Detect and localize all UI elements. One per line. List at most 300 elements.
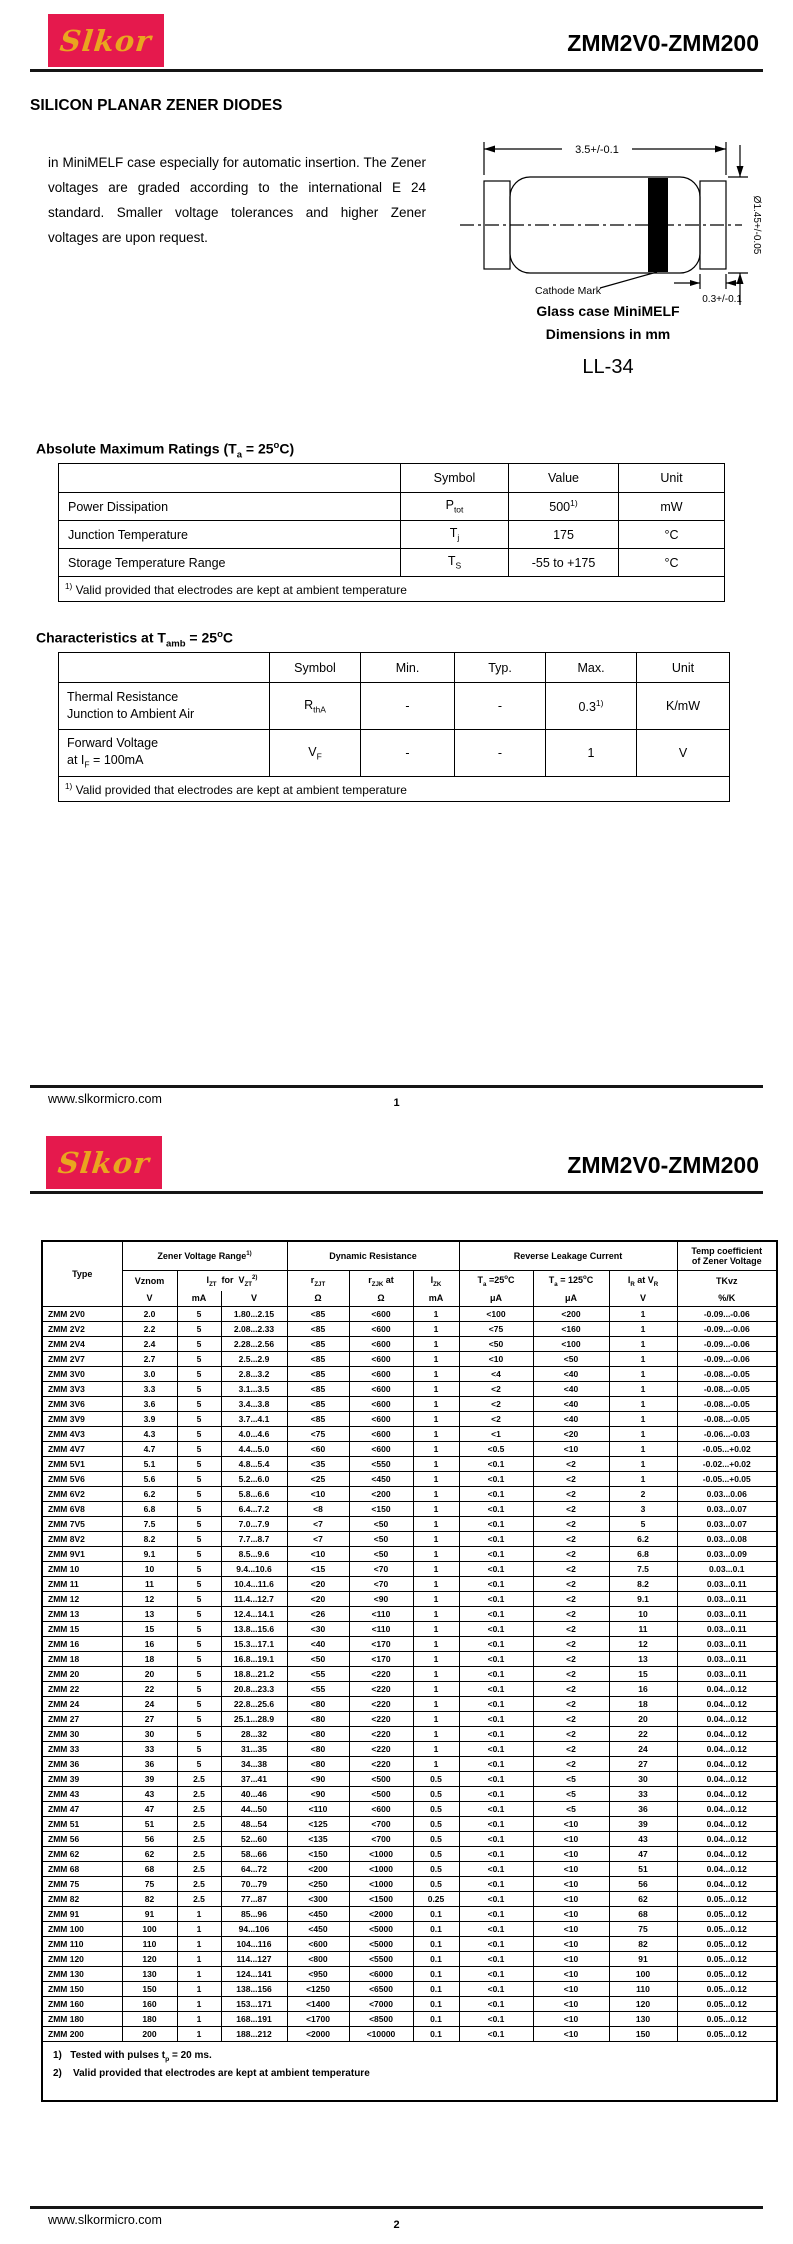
value-cell: -0.08...-0.05 — [677, 1412, 777, 1427]
cathode-band — [648, 178, 668, 272]
value-cell: <50 — [287, 1652, 349, 1667]
value-cell: <600 — [349, 1442, 413, 1457]
value-cell: <10 — [533, 1862, 609, 1877]
type-cell: ZMM 180 — [42, 2012, 122, 2027]
value-cell: 1 — [413, 1607, 459, 1622]
value-cell: 91 — [122, 1907, 177, 1922]
value-cell: 13.8...15.6 — [221, 1622, 287, 1637]
zener-table-row — [42, 1922, 777, 1937]
value-cell: 114...127 — [221, 1952, 287, 1967]
value-cell: 0.05...0.12 — [677, 1997, 777, 2012]
value-cell: <10 — [533, 2012, 609, 2027]
value-cell: 5.6 — [122, 1472, 177, 1487]
value-cell: 0.5 — [413, 1787, 459, 1802]
value-cell: 0.05...0.12 — [677, 1937, 777, 1952]
value-cell: <600 — [349, 1412, 413, 1427]
value-cell: 62 — [609, 1892, 677, 1907]
value-cell: <60 — [287, 1442, 349, 1457]
value-cell: <2 — [533, 1592, 609, 1607]
value-cell: <110 — [349, 1607, 413, 1622]
type-cell: ZMM 160 — [42, 1997, 122, 2012]
value-cell: <8 — [287, 1502, 349, 1517]
value-cell: <10 — [459, 1352, 533, 1367]
value-cell: <0.1 — [459, 1697, 533, 1712]
header-vznom: Vznom — [122, 1271, 177, 1292]
value-cell: 3.9 — [122, 1412, 177, 1427]
value-cell: 20 — [122, 1667, 177, 1682]
value-cell: 100 — [609, 1967, 677, 1982]
value-cell: <1500 — [349, 1892, 413, 1907]
value-cell: <40 — [533, 1367, 609, 1382]
value-cell: <1400 — [287, 1997, 349, 2012]
header-reverse-leakage-current: Reverse Leakage Current — [459, 1241, 677, 1271]
value-cell: <500 — [349, 1787, 413, 1802]
zener-table-row — [42, 1652, 777, 1667]
footer-url-page2: www.slkormicro.com — [48, 2213, 162, 2227]
type-cell: ZMM 43 — [42, 1787, 122, 1802]
value-cell: 6.4...7.2 — [221, 1502, 287, 1517]
value-cell: <40 — [533, 1397, 609, 1412]
value-cell: <35 — [287, 1457, 349, 1472]
value-cell: 5 — [177, 1382, 221, 1397]
value-cell: 0.1 — [413, 1997, 459, 2012]
characteristics-footnote: $^{1)}$ Valid provided that electrodes are kept at ambient temperature — [59, 777, 730, 802]
zener-table-row — [42, 1517, 777, 1532]
value-cell: <170 — [349, 1637, 413, 1652]
unit-izt: mA — [177, 1291, 221, 1307]
value-cell: 47 — [122, 1802, 177, 1817]
value-cell: 48...54 — [221, 1817, 287, 1832]
value-cell: 39 — [122, 1772, 177, 1787]
value-cell: <10 — [533, 1832, 609, 1847]
value-cell: 188...212 — [221, 2027, 287, 2042]
type-cell: ZMM 4V7 — [42, 1442, 122, 1457]
value-cell: 1 — [413, 1457, 459, 1472]
param-max: 0.3$^{1)}$ — [546, 683, 637, 730]
value-cell: 1 — [177, 1982, 221, 1997]
value-cell: 1 — [413, 1727, 459, 1742]
value-cell: 10.4...11.6 — [221, 1577, 287, 1592]
header-rule-page1 — [30, 69, 763, 72]
param-symbol: $P_{tot}$ — [401, 493, 509, 521]
value-cell: 1 — [177, 2012, 221, 2027]
value-cell: 2 — [609, 1487, 677, 1502]
unit-header-row — [42, 1291, 777, 1307]
value-cell: <2 — [533, 1652, 609, 1667]
value-cell: <0.1 — [459, 1547, 533, 1562]
value-cell: 0.1 — [413, 1907, 459, 1922]
value-cell: 5 — [177, 1502, 221, 1517]
unit-tkvz: %/K — [677, 1291, 777, 1307]
value-cell: 1 — [413, 1382, 459, 1397]
type-cell: ZMM 56 — [42, 1832, 122, 1847]
value-cell: 0.03...0.11 — [677, 1667, 777, 1682]
diagram-caption-line2: Dimensions in mm — [545, 326, 671, 342]
value-cell: 130 — [122, 1967, 177, 1982]
value-cell: <70 — [349, 1577, 413, 1592]
page-number-2: 2 — [393, 2219, 400, 2231]
value-cell: <50 — [349, 1517, 413, 1532]
value-cell: <950 — [287, 1967, 349, 1982]
value-cell: 5 — [177, 1682, 221, 1697]
value-cell: 5 — [177, 1637, 221, 1652]
abs-max-heading: Absolute Maximum Ratings $(T_a = 25^oC)$ — [36, 440, 295, 461]
value-cell: -0.05...+0.05 — [677, 1472, 777, 1487]
header-unit: Unit — [619, 464, 725, 493]
type-cell: ZMM 47 — [42, 1802, 122, 1817]
value-cell: 1 — [413, 1757, 459, 1772]
value-cell: 1 — [413, 1712, 459, 1727]
value-cell: 5 — [177, 1577, 221, 1592]
value-cell: 5.1 — [122, 1457, 177, 1472]
value-cell: <0.1 — [459, 1832, 533, 1847]
value-cell: 0.04...0.12 — [677, 1712, 777, 1727]
value-cell: <0.1 — [459, 1757, 533, 1772]
param-symbol: $T_S$ — [401, 549, 509, 577]
value-cell: <85 — [287, 1397, 349, 1412]
value-cell: 124...141 — [221, 1967, 287, 1982]
value-cell: 150 — [122, 1982, 177, 1997]
value-cell: 0.04...0.12 — [677, 1742, 777, 1757]
abs-max-row — [59, 549, 725, 577]
type-cell: ZMM 22 — [42, 1682, 122, 1697]
value-cell: 30 — [122, 1727, 177, 1742]
param-label: Power Dissipation — [59, 493, 401, 521]
value-cell: <200 — [287, 1862, 349, 1877]
type-cell: ZMM 68 — [42, 1862, 122, 1877]
value-cell: 5 — [177, 1397, 221, 1412]
zener-table-row — [42, 1667, 777, 1682]
param-label: Junction Temperature — [59, 521, 401, 549]
zener-table-row — [42, 1697, 777, 1712]
value-cell: <5000 — [349, 1922, 413, 1937]
zener-table-row — [42, 1832, 777, 1847]
footnote-2: 2) Valid provided that electrodes are kept at ambient temperature — [53, 2067, 370, 2079]
zener-table-row — [42, 1607, 777, 1622]
value-cell: <800 — [287, 1952, 349, 1967]
value-cell: <10 — [533, 1892, 609, 1907]
type-cell: ZMM 36 — [42, 1757, 122, 1772]
value-cell: <170 — [349, 1652, 413, 1667]
value-cell: 0.04...0.12 — [677, 1772, 777, 1787]
value-cell: 1 — [609, 1307, 677, 1322]
value-cell: 1 — [177, 1997, 221, 2012]
header-min: Min. — [361, 653, 455, 683]
value-cell: <2 — [533, 1622, 609, 1637]
header-symbol: Symbol — [270, 653, 361, 683]
param-label: Thermal Resistance Junction to Ambient Air — [59, 683, 270, 730]
type-cell: ZMM 7V5 — [42, 1517, 122, 1532]
value-cell: 3.3 — [122, 1382, 177, 1397]
value-cell: <600 — [287, 1937, 349, 1952]
package-name: LL-34 — [582, 356, 634, 378]
value-cell: 0.04...0.12 — [677, 1832, 777, 1847]
header-tkvz: TKvz — [677, 1271, 777, 1292]
value-cell: 5 — [177, 1472, 221, 1487]
value-cell: <10 — [533, 1922, 609, 1937]
value-cell: 100 — [122, 1922, 177, 1937]
value-cell: 5 — [177, 1457, 221, 1472]
value-cell: 10 — [122, 1562, 177, 1577]
value-cell: <2 — [533, 1712, 609, 1727]
zener-table-row — [42, 2027, 777, 2042]
value-cell: <40 — [533, 1412, 609, 1427]
zener-table-row — [42, 1472, 777, 1487]
value-cell: 11 — [609, 1622, 677, 1637]
cathode-mark-label: Cathode Mark — [535, 285, 601, 297]
value-cell: 12 — [609, 1637, 677, 1652]
value-cell: 82 — [609, 1937, 677, 1952]
value-cell: <0.1 — [459, 1592, 533, 1607]
type-cell: ZMM 62 — [42, 1847, 122, 1862]
abs-max-footnote: $^{1)}$ Valid provided that electrodes are kept at ambient temperature — [59, 577, 725, 602]
value-cell: <0.1 — [459, 1667, 533, 1682]
value-cell: <50 — [349, 1532, 413, 1547]
header-ta-25: $T_a =25^oC$ — [459, 1271, 533, 1292]
zener-table-row — [42, 1307, 777, 1322]
value-cell: <55 — [287, 1682, 349, 1697]
param-symbol: $R_{thA}$ — [270, 683, 361, 730]
value-cell: 0.04...0.12 — [677, 1877, 777, 1892]
value-cell: 1 — [413, 1547, 459, 1562]
header-symbol: Symbol — [401, 464, 509, 493]
value-cell: 0.05...0.12 — [677, 2027, 777, 2042]
value-cell: 104...116 — [221, 1937, 287, 1952]
value-cell: 0.05...0.12 — [677, 1907, 777, 1922]
value-cell: 0.5 — [413, 1877, 459, 1892]
value-cell: -0.09...-0.06 — [677, 1322, 777, 1337]
value-cell: 1 — [177, 1922, 221, 1937]
value-cell: <10 — [287, 1487, 349, 1502]
value-cell: 1 — [413, 1742, 459, 1757]
value-cell: <1000 — [349, 1877, 413, 1892]
value-cell: <40 — [533, 1382, 609, 1397]
value-cell: 150 — [609, 2027, 677, 2042]
type-cell: ZMM 51 — [42, 1817, 122, 1832]
sub-header-row — [42, 1271, 777, 1292]
value-cell: <80 — [287, 1757, 349, 1772]
value-cell: -0.08...-0.05 — [677, 1397, 777, 1412]
header-ta-125: $T_a = 125^oC$ — [533, 1271, 609, 1292]
value-cell: <0.1 — [459, 2012, 533, 2027]
value-cell: 5 — [177, 1592, 221, 1607]
type-cell: ZMM 5V1 — [42, 1457, 122, 1472]
zener-table-row — [42, 1937, 777, 1952]
value-cell: <2000 — [287, 2027, 349, 2042]
value-cell: 0.04...0.12 — [677, 1847, 777, 1862]
value-cell: <6500 — [349, 1982, 413, 1997]
type-cell: ZMM 2V7 — [42, 1352, 122, 1367]
value-cell: -0.08...-0.05 — [677, 1382, 777, 1397]
value-cell: 1 — [177, 1967, 221, 1982]
value-cell: <10 — [533, 2027, 609, 2042]
value-cell: 5 — [177, 1337, 221, 1352]
value-cell: <80 — [287, 1697, 349, 1712]
value-cell: <90 — [349, 1592, 413, 1607]
value-cell: <85 — [287, 1337, 349, 1352]
value-cell: 0.03...0.07 — [677, 1517, 777, 1532]
value-cell: 0.05...0.12 — [677, 1982, 777, 1997]
value-cell: 7.5 — [122, 1517, 177, 1532]
value-cell: <0.1 — [459, 1862, 533, 1877]
value-cell: <1700 — [287, 2012, 349, 2027]
value-cell: <2 — [533, 1727, 609, 1742]
value-cell: <10000 — [349, 2027, 413, 2042]
package-diagram — [452, 133, 764, 311]
value-cell: <0.1 — [459, 1502, 533, 1517]
zener-table-row — [42, 1847, 777, 1862]
value-cell: -0.05...+0.02 — [677, 1442, 777, 1457]
value-cell: 62 — [122, 1847, 177, 1862]
value-cell: 1 — [413, 1352, 459, 1367]
value-cell: 120 — [609, 1997, 677, 2012]
value-cell: 0.05...0.12 — [677, 1892, 777, 1907]
value-cell: 2.5...2.9 — [221, 1352, 287, 1367]
value-cell: 51 — [609, 1862, 677, 1877]
value-cell: 5 — [177, 1412, 221, 1427]
value-cell: <30 — [287, 1622, 349, 1637]
value-cell: <0.1 — [459, 1877, 533, 1892]
type-cell: ZMM 3V0 — [42, 1367, 122, 1382]
value-cell: 5 — [177, 1307, 221, 1322]
value-cell: 20.8...23.3 — [221, 1682, 287, 1697]
type-cell: ZMM 30 — [42, 1727, 122, 1742]
footer-rule-page1 — [30, 1085, 763, 1088]
value-cell: <1250 — [287, 1982, 349, 1997]
value-cell: <0.1 — [459, 1787, 533, 1802]
value-cell: <20 — [533, 1427, 609, 1442]
value-cell: <200 — [533, 1307, 609, 1322]
zener-table-row — [42, 1862, 777, 1877]
value-cell: <10 — [533, 1967, 609, 1982]
value-cell: <0.1 — [459, 1967, 533, 1982]
abs-max-header-row — [59, 464, 725, 493]
slkor-logo-text: Slkor — [58, 23, 154, 58]
value-cell: 36 — [122, 1757, 177, 1772]
value-cell: 68 — [122, 1862, 177, 1877]
value-cell: <50 — [533, 1352, 609, 1367]
value-cell: 110 — [609, 1982, 677, 1997]
value-cell: 0.04...0.12 — [677, 1817, 777, 1832]
value-cell: 1 — [177, 1952, 221, 1967]
value-cell: <80 — [287, 1742, 349, 1757]
header-value: Value — [509, 464, 619, 493]
value-cell: <2 — [533, 1607, 609, 1622]
value-cell: <40 — [287, 1637, 349, 1652]
value-cell: 1 — [609, 1382, 677, 1397]
value-cell: 0.04...0.12 — [677, 1862, 777, 1877]
value-cell: 1 — [609, 1457, 677, 1472]
value-cell: <2 — [533, 1697, 609, 1712]
type-cell: ZMM 5V6 — [42, 1472, 122, 1487]
diagram-caption-line1: Glass case MiniMELF — [536, 303, 680, 319]
value-cell: <20 — [287, 1577, 349, 1592]
zener-table-row — [42, 1337, 777, 1352]
value-cell: 12.4...14.1 — [221, 1607, 287, 1622]
type-cell: ZMM 15 — [42, 1622, 122, 1637]
type-cell: ZMM 91 — [42, 1907, 122, 1922]
value-cell: 0.1 — [413, 2027, 459, 2042]
value-cell: 1 — [413, 1487, 459, 1502]
value-cell: <0.1 — [459, 2027, 533, 2042]
value-cell: 3.1...3.5 — [221, 1382, 287, 1397]
zener-table-row — [42, 1712, 777, 1727]
value-cell: 1 — [177, 2027, 221, 2042]
value-cell: <2 — [459, 1382, 533, 1397]
param-label: Storage Temperature Range — [59, 549, 401, 577]
value-cell: 3.6 — [122, 1397, 177, 1412]
value-cell: 0.04...0.12 — [677, 1787, 777, 1802]
zener-selection-table — [41, 1240, 778, 2102]
value-cell: 1 — [609, 1427, 677, 1442]
value-cell: <600 — [349, 1382, 413, 1397]
value-cell: <5 — [533, 1772, 609, 1787]
type-cell: ZMM 33 — [42, 1742, 122, 1757]
value-cell: 8.2 — [122, 1532, 177, 1547]
value-cell: 16 — [122, 1637, 177, 1652]
value-cell: 1 — [413, 1367, 459, 1382]
param-unit: mW — [619, 493, 725, 521]
value-cell: <700 — [349, 1817, 413, 1832]
value-cell: <20 — [287, 1592, 349, 1607]
param-value: 500$^{1)}$ — [509, 493, 619, 521]
characteristics-table — [58, 652, 730, 802]
value-cell: 5.8...6.6 — [221, 1487, 287, 1502]
value-cell: 82 — [122, 1892, 177, 1907]
value-cell: <80 — [287, 1727, 349, 1742]
value-cell: 180 — [122, 2012, 177, 2027]
value-cell: <220 — [349, 1712, 413, 1727]
zener-table-row — [42, 1502, 777, 1517]
value-cell: 5 — [177, 1352, 221, 1367]
value-cell: 15 — [122, 1622, 177, 1637]
value-cell: 58...66 — [221, 1847, 287, 1862]
value-cell: 44...50 — [221, 1802, 287, 1817]
value-cell: 4.3 — [122, 1427, 177, 1442]
type-cell: ZMM 3V9 — [42, 1412, 122, 1427]
header-temp-coefficient: Temp coefficient of Zener Voltage — [677, 1241, 777, 1271]
value-cell: <600 — [349, 1352, 413, 1367]
value-cell: <2 — [533, 1577, 609, 1592]
header-type: Type — [42, 1241, 122, 1307]
value-cell: 18 — [609, 1697, 677, 1712]
value-cell: 0.04...0.12 — [677, 1757, 777, 1772]
type-cell: ZMM 24 — [42, 1697, 122, 1712]
zener-table-row — [42, 1637, 777, 1652]
header-blank — [59, 464, 401, 493]
value-cell: <90 — [287, 1772, 349, 1787]
value-cell: 18.8...21.2 — [221, 1667, 287, 1682]
value-cell: <100 — [459, 1307, 533, 1322]
unit-izk: mA — [413, 1291, 459, 1307]
zener-table-row — [42, 1442, 777, 1457]
param-unit: °C — [619, 521, 725, 549]
value-cell: 52...60 — [221, 1832, 287, 1847]
value-cell: <0.1 — [459, 1742, 533, 1757]
value-cell: <100 — [533, 1337, 609, 1352]
value-cell: 0.03...0.11 — [677, 1607, 777, 1622]
value-cell: 77...87 — [221, 1892, 287, 1907]
zener-table-row — [42, 1757, 777, 1772]
value-cell: 0.05...0.12 — [677, 1967, 777, 1982]
value-cell: <0.1 — [459, 1847, 533, 1862]
value-cell: -0.08...-0.05 — [677, 1367, 777, 1382]
value-cell: -0.09...-0.06 — [677, 1307, 777, 1322]
value-cell: <85 — [287, 1382, 349, 1397]
value-cell: 20 — [609, 1712, 677, 1727]
value-cell: 1 — [609, 1337, 677, 1352]
value-cell: <10 — [533, 1847, 609, 1862]
